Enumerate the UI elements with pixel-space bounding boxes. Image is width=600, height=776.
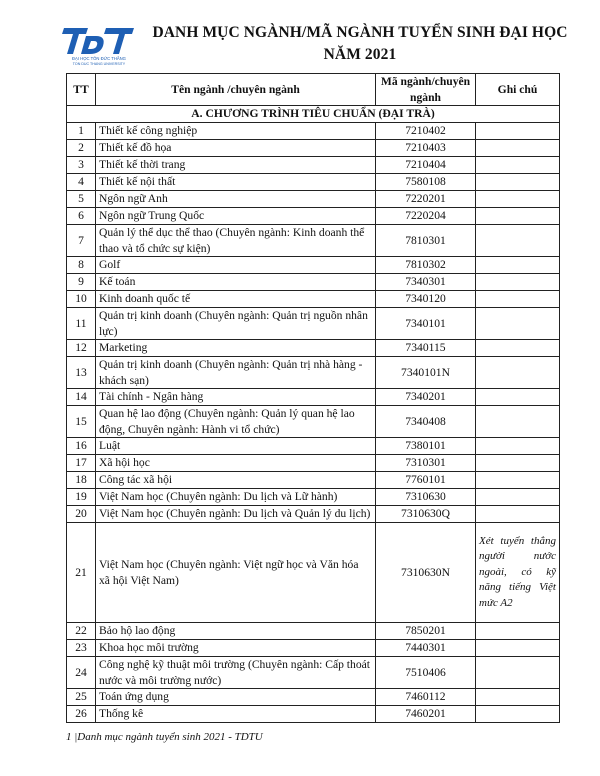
program-name: Quản trị kinh doanh (Chuyên ngành: Quản trị nhà hàng - khách sạn) xyxy=(96,357,376,389)
table-row xyxy=(67,472,560,489)
table-row xyxy=(67,208,560,225)
row-note xyxy=(476,174,560,191)
table-row xyxy=(67,623,560,640)
program-code: 7310630 xyxy=(376,489,476,506)
table-row xyxy=(67,489,560,506)
table-row xyxy=(67,140,560,157)
program-code: 7340120 xyxy=(376,291,476,308)
program-code: 7580108 xyxy=(376,174,476,191)
row-note: Xét tuyển thẳng người nước ngoài, có kỹ năng tiếng Việt mức A2 xyxy=(476,523,560,623)
table-row xyxy=(67,174,560,191)
table-row xyxy=(67,506,560,523)
row-number: 16 xyxy=(67,438,96,455)
row-number: 14 xyxy=(67,389,96,406)
row-number: 15 xyxy=(67,406,96,438)
program-code: 7220201 xyxy=(376,191,476,208)
row-note xyxy=(476,308,560,340)
table-row xyxy=(67,640,560,657)
row-note xyxy=(476,506,560,523)
row-number: 20 xyxy=(67,506,96,523)
row-number: 13 xyxy=(67,357,96,389)
table-row xyxy=(67,657,560,689)
row-number: 5 xyxy=(67,191,96,208)
row-note xyxy=(476,389,560,406)
program-name: Việt Nam học (Chuyên ngành: Du lịch và Lữ hành) xyxy=(96,489,376,506)
header-tt: TT xyxy=(67,74,96,106)
table-row xyxy=(67,357,560,389)
program-name: Thiết kế thời trang xyxy=(96,157,376,174)
program-code: 7510406 xyxy=(376,657,476,689)
title-line-2: NĂM 2021 xyxy=(323,46,397,63)
program-name: Marketing xyxy=(96,340,376,357)
program-code: 7340101N xyxy=(376,357,476,389)
row-note xyxy=(476,208,560,225)
row-number: 25 xyxy=(67,689,96,706)
logo-caption: ĐẠI HỌC TÔN ĐỨC THẮNG xyxy=(72,56,126,61)
program-code: 7210403 xyxy=(376,140,476,157)
section-row xyxy=(67,106,560,123)
program-code: 7760101 xyxy=(376,472,476,489)
row-number: 8 xyxy=(67,257,96,274)
row-note xyxy=(476,689,560,706)
row-number: 12 xyxy=(67,340,96,357)
table-row xyxy=(67,438,560,455)
program-code: 7340301 xyxy=(376,274,476,291)
header-code: Mã ngành/chuyên ngành xyxy=(376,74,476,106)
table-row xyxy=(67,291,560,308)
table-row xyxy=(67,406,560,438)
row-note xyxy=(476,640,560,657)
row-number: 1 xyxy=(67,123,96,140)
row-note xyxy=(476,357,560,389)
program-name: Tài chính - Ngân hàng xyxy=(96,389,376,406)
row-number: 19 xyxy=(67,489,96,506)
program-name: Golf xyxy=(96,257,376,274)
table-row xyxy=(67,257,560,274)
row-note xyxy=(476,657,560,689)
row-note xyxy=(476,291,560,308)
table-row xyxy=(67,308,560,340)
program-name: Ngôn ngữ Trung Quốc xyxy=(96,208,376,225)
row-number: 24 xyxy=(67,657,96,689)
program-code: 7340101 xyxy=(376,308,476,340)
row-number: 3 xyxy=(67,157,96,174)
row-number: 2 xyxy=(67,140,96,157)
row-note xyxy=(476,157,560,174)
row-number: 18 xyxy=(67,472,96,489)
row-note xyxy=(476,472,560,489)
program-code: 7310301 xyxy=(376,455,476,472)
logo-caption-en: TON DUC THANG UNIVERSITY xyxy=(72,62,126,66)
program-code: 7460112 xyxy=(376,689,476,706)
program-code: 7340408 xyxy=(376,406,476,438)
program-code: 7340115 xyxy=(376,340,476,357)
row-note xyxy=(476,455,560,472)
program-code: 7460201 xyxy=(376,706,476,723)
row-note xyxy=(476,191,560,208)
program-name: Kế toán xyxy=(96,274,376,291)
table-row xyxy=(67,191,560,208)
table-row xyxy=(67,389,560,406)
row-note xyxy=(476,623,560,640)
program-code: 7380101 xyxy=(376,438,476,455)
program-name: Việt Nam học (Chuyên ngành: Du lịch và Quản lý du lịch) xyxy=(96,506,376,523)
row-note xyxy=(476,706,560,723)
program-name: Công nghệ kỹ thuật môi trường (Chuyên ngành: Cấp thoát nước và môi trường nước) xyxy=(96,657,376,689)
program-code: 7340201 xyxy=(376,389,476,406)
program-code: 7210404 xyxy=(376,157,476,174)
table-row xyxy=(67,157,560,174)
row-note xyxy=(476,406,560,438)
row-number: 10 xyxy=(67,291,96,308)
header-note: Ghi chú xyxy=(476,74,560,106)
title-line-1: DANH MỤC NGÀNH/MÃ NGÀNH TUYỂN SINH ĐẠI HỌC xyxy=(152,24,568,41)
program-code: 7810302 xyxy=(376,257,476,274)
program-name: Việt Nam học (Chuyên ngành: Việt ngữ học và Văn hóa xã hội Việt Nam) xyxy=(96,523,376,623)
row-number: 6 xyxy=(67,208,96,225)
program-code: 7850201 xyxy=(376,623,476,640)
program-name: Quan hệ lao động (Chuyên ngành: Quản lý quan hệ lao động, Chuyên ngành: Hành vi tổ chức) xyxy=(96,406,376,438)
row-note xyxy=(476,140,560,157)
table-row xyxy=(67,274,560,291)
table-row xyxy=(67,455,560,472)
row-note xyxy=(476,225,560,257)
program-code: 7310630Q xyxy=(376,506,476,523)
program-name: Toán ứng dụng xyxy=(96,689,376,706)
program-name: Quản trị kinh doanh (Chuyên ngành: Quản trị nguồn nhân lực) xyxy=(96,308,376,340)
table-row xyxy=(67,523,560,623)
program-code: 7210402 xyxy=(376,123,476,140)
table-row xyxy=(67,689,560,706)
program-name: Ngôn ngữ Anh xyxy=(96,191,376,208)
program-name: Thống kê xyxy=(96,706,376,723)
row-note xyxy=(476,123,560,140)
program-code: 7220204 xyxy=(376,208,476,225)
row-number: 21 xyxy=(67,523,96,623)
table-row xyxy=(67,706,560,723)
program-name: Quản lý thể dục thể thao (Chuyên ngành: Kinh doanh thể thao và tổ chức sự kiện) xyxy=(96,225,376,257)
program-code: 7310630N xyxy=(376,523,476,623)
university-logo xyxy=(62,22,136,68)
program-code: 7810301 xyxy=(376,225,476,257)
header-name: Tên ngành /chuyên ngành xyxy=(96,74,376,106)
row-number: 26 xyxy=(67,706,96,723)
row-number: 7 xyxy=(67,225,96,257)
table-row xyxy=(67,123,560,140)
page-footer: 1 |Danh mục ngành tuyển sinh 2021 - TDTU xyxy=(66,731,263,743)
table-row xyxy=(67,340,560,357)
row-number: 17 xyxy=(67,455,96,472)
program-name: Thiết kế công nghiệp xyxy=(96,123,376,140)
row-number: 11 xyxy=(67,308,96,340)
row-number: 22 xyxy=(67,623,96,640)
row-note xyxy=(476,489,560,506)
program-name: Công tác xã hội xyxy=(96,472,376,489)
section-title: A. CHƯƠNG TRÌNH TIÊU CHUẨN (ĐẠI TRÀ) xyxy=(67,106,560,123)
table-row xyxy=(67,225,560,257)
program-name: Xã hội học xyxy=(96,455,376,472)
row-number: 23 xyxy=(67,640,96,657)
row-note xyxy=(476,257,560,274)
program-code: 7440301 xyxy=(376,640,476,657)
program-name: Thiết kế đồ họa xyxy=(96,140,376,157)
program-name: Kinh doanh quốc tế xyxy=(96,291,376,308)
row-note xyxy=(476,340,560,357)
row-number: 4 xyxy=(67,174,96,191)
program-name: Luật xyxy=(96,438,376,455)
programs-table xyxy=(66,73,560,723)
row-note xyxy=(476,438,560,455)
table-header-row xyxy=(67,74,560,106)
program-name: Bảo hộ lao động xyxy=(96,623,376,640)
program-name: Khoa học môi trường xyxy=(96,640,376,657)
row-note xyxy=(476,274,560,291)
page-title xyxy=(150,22,570,66)
program-name: Thiết kế nội thất xyxy=(96,174,376,191)
row-number: 9 xyxy=(67,274,96,291)
